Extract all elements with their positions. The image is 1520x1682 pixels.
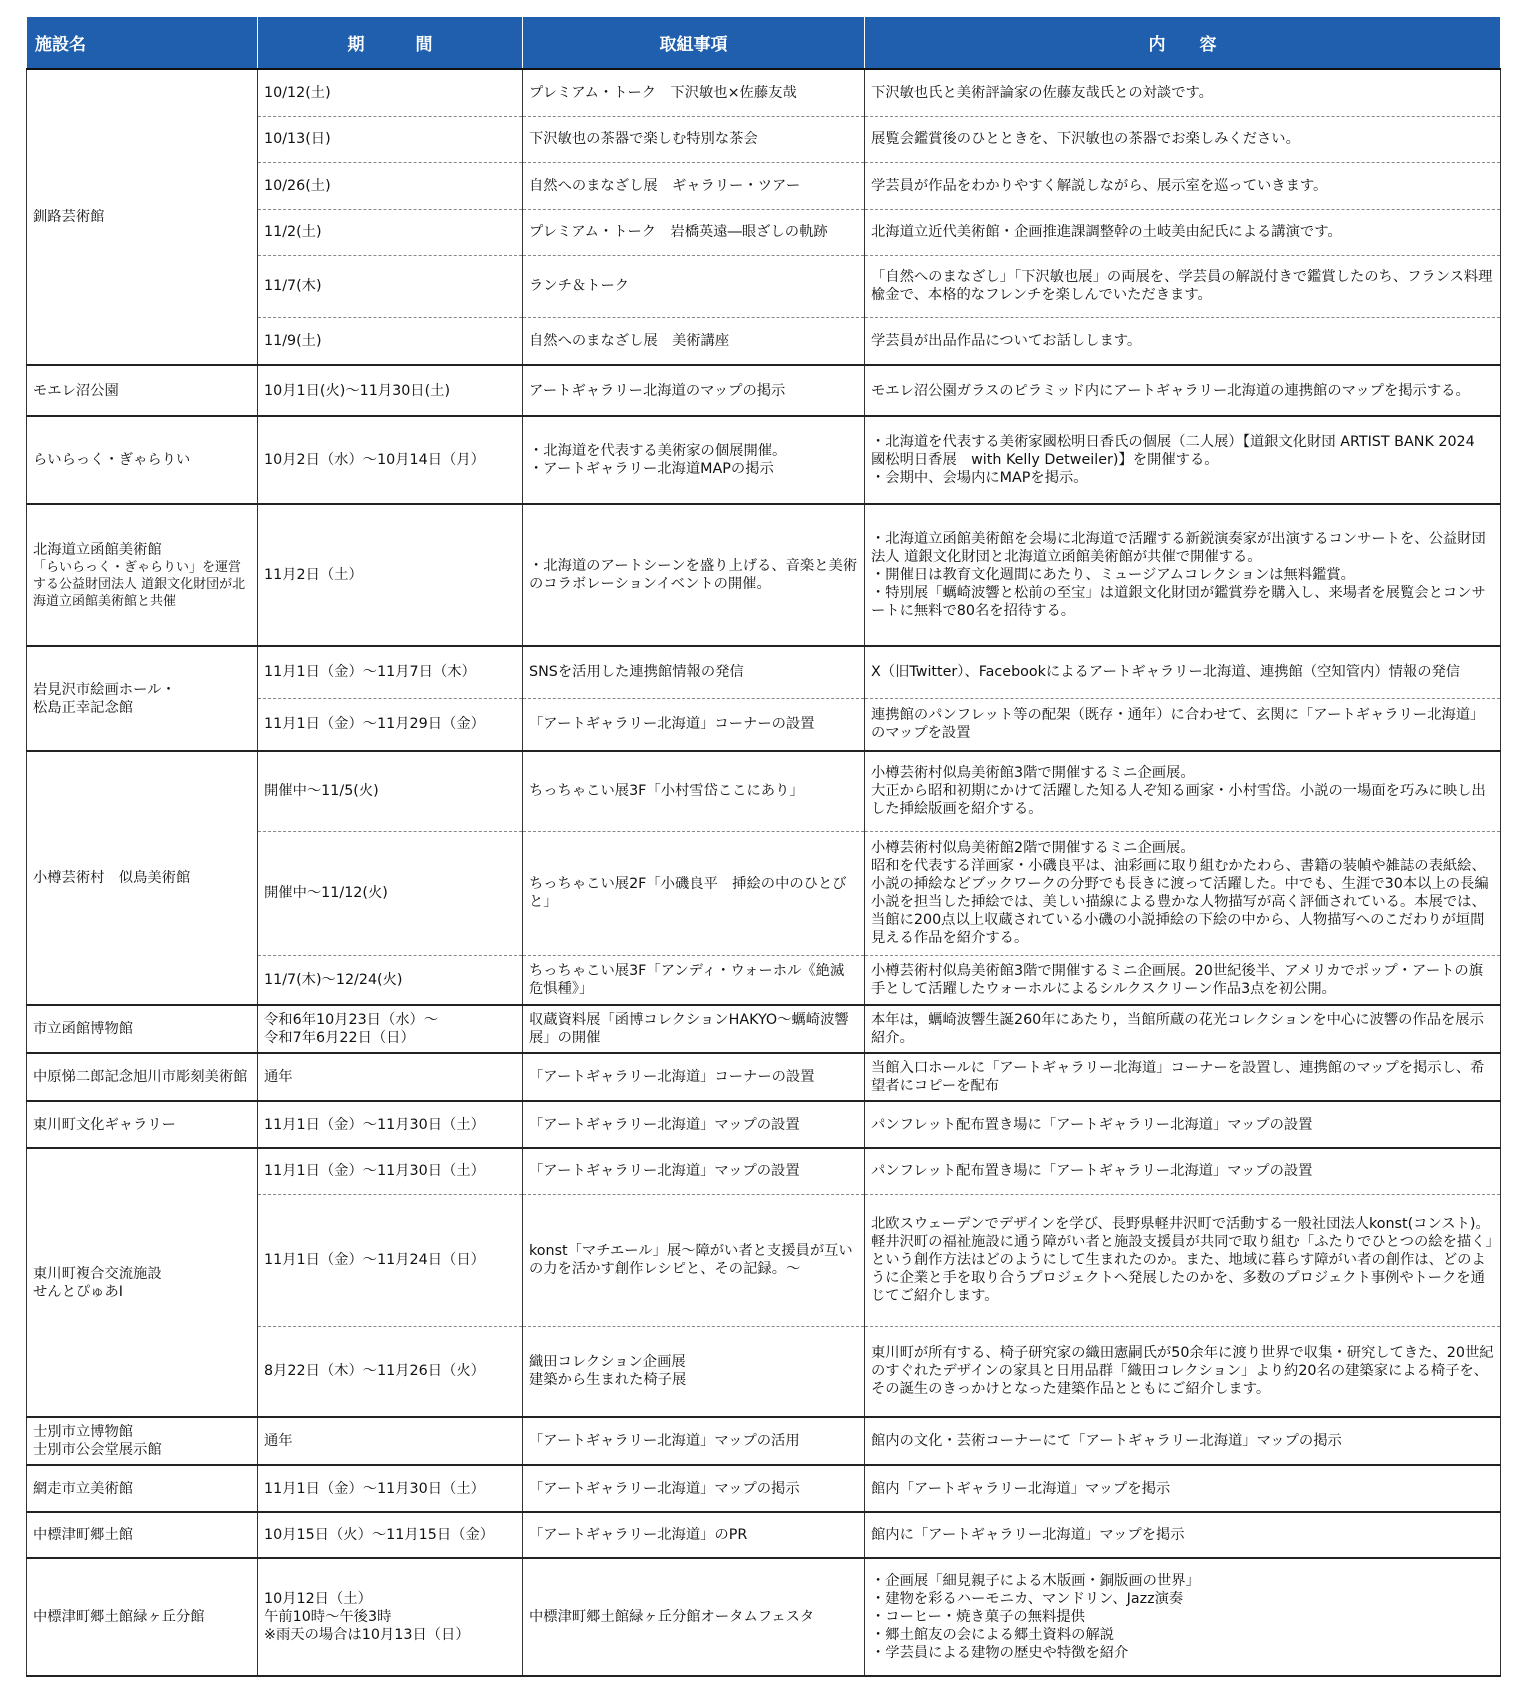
table-row (27, 365, 1501, 416)
period-cell: 10月15日（火）～11月15日（金） (258, 1512, 523, 1558)
content-cell: 学芸員が出品作品についてお話しします。 (865, 317, 1501, 365)
content-cell: 「自然へのまなざし」「下沢敏也展」の両展を、学芸員の解説付きで鑑賞したのち、フランス料理 楡金で、本格的なフレンチを楽しんでいただきます。 (865, 255, 1501, 317)
header-period: 期 間 (258, 17, 523, 70)
facility-name: 中標津町郷土館 (33, 1527, 134, 1543)
facility-name: 士別市立博物館 士別市公会堂展示館 (33, 1424, 162, 1458)
content-cell: 北海道立近代美術館・企画推進課調整幹の土岐美由紀氏による講演です。 (865, 209, 1501, 255)
facility-name: 小樽芸術村 似鳥美術館 (33, 870, 191, 886)
activity-cell: 「アートギャラリー北海道」のPR (523, 1512, 865, 1558)
events-table (26, 16, 1507, 1677)
facility-cell (27, 1558, 258, 1676)
facility-cell (27, 69, 258, 365)
table-row (27, 1101, 1501, 1148)
header-content: 内 容 (865, 17, 1501, 70)
content-cell: パンフレット配布置き場に「アートギャラリー北海道」マップの設置 (865, 1101, 1501, 1148)
activity-cell: 「アートギャラリー北海道」コーナーの設置 (523, 1053, 865, 1101)
period-cell: 11月2日（土） (258, 504, 523, 646)
table-row (27, 1005, 1501, 1053)
period-cell: 11月1日（金）～11月30日（土） (258, 1101, 523, 1148)
table-row (27, 69, 1501, 116)
period-cell: 11/7(木)～12/24(火) (258, 955, 523, 1005)
period-cell: 開催中～11/12(火) (258, 831, 523, 955)
facility-cell (27, 1101, 258, 1148)
activity-cell: 中標津町郷土館緑ヶ丘分館オータムフェスタ (523, 1558, 865, 1676)
facility-name: 東川町文化ギャラリー (33, 1116, 176, 1133)
content-cell: 展覧会鑑賞後のひとときを、下沢敏也の茶器でお楽しみください。 (865, 116, 1501, 162)
period-cell: 11月1日（金）～11月30日（土） (258, 1465, 523, 1512)
facility-name: 岩見沢市絵画ホール・ 松島正幸記念館 (33, 681, 176, 716)
content-cell: モエレ沼公園ガラスのピラミッド内にアートギャラリー北海道の連携館のマップを掲示する。 (865, 365, 1501, 416)
content-cell: 連携館のパンフレット等の配架（既存・通年）に合わせて、玄関に「アートギャラリー北海道」のマップを設置 (865, 698, 1501, 751)
activity-cell: プレミアム・トーク 下沢敏也×佐藤友哉 (523, 69, 865, 116)
header-facility: 施設名 (27, 17, 258, 70)
period-cell: 11月1日（金）～11月24日（日） (258, 1194, 523, 1326)
facility-cell (27, 646, 258, 751)
facility-name: 中標津町郷土館緑ヶ丘分館 (33, 1609, 205, 1625)
table-row (27, 1558, 1501, 1676)
period-cell: 10月12日（土） 午前10時～午後3時 ※雨天の場合は10月13日（日） (258, 1558, 523, 1676)
period-cell: 11/7(木) (258, 255, 523, 317)
content-cell: ・企画展「細見親子による木版画・銅版画の世界」 ・建物を彩るハーモニカ、マンドリン、Jazz演奏 ・コーヒー・焼き菓子の無料提供 ・郷土館友の会による郷土資料の解説 ・学芸員による建物の歴史や特徴を紹介 (865, 1558, 1501, 1676)
activity-cell: 「アートギャラリー北海道」コーナーの設置 (523, 698, 865, 751)
content-cell: X（旧Twitter）、Facebookによるアートギャラリー北海道、連携館（空知管内）情報の発信 (865, 646, 1501, 698)
period-cell: 11/2(土) (258, 209, 523, 255)
facility-name: 網走市立美術館 (33, 1480, 134, 1497)
document-page (26, 16, 1507, 1677)
content-cell: 小樽芸術村似鳥美術館3階で開催するミニ企画展。20世紀後半、アメリカでポップ・アートの旗手として活躍したウォーホルによるシルクスクリーン作品3点を初公開。 (865, 955, 1501, 1005)
table-row (27, 1465, 1501, 1512)
period-cell: 11月1日（金）～11月29日（金） (258, 698, 523, 751)
table-row (27, 646, 1501, 698)
content-cell: 館内「アートギャラリー北海道」マップを掲示 (865, 1465, 1501, 1512)
activity-cell: ちっちゃこい展3F「小村雪岱ここにあり」 (523, 751, 865, 831)
activity-cell: 自然へのまなざし展 ギャラリー・ツアー (523, 162, 865, 209)
period-cell: 10/26(土) (258, 162, 523, 209)
period-cell: 通年 (258, 1053, 523, 1101)
table-row (27, 1053, 1501, 1101)
facility-cell (27, 1005, 258, 1053)
activity-cell: 織田コレクション企画展 建築から生まれた椅子展 (523, 1326, 865, 1417)
activity-cell: 「アートギャラリー北海道」マップの掲示 (523, 1465, 865, 1512)
activity-cell: 下沢敏也の茶器で楽しむ特別な茶会 (523, 116, 865, 162)
period-cell: 10月2日（水）～10月14日（月） (258, 416, 523, 504)
content-cell: 館内の文化・芸術コーナーにて「アートギャラリー北海道」マップの掲示 (865, 1417, 1501, 1465)
content-cell: ・北海道立函館美術館を会場に北海道で活躍する新鋭演奏家が出演するコンサートを、公益財団法人 道銀文化財団と北海道立函館美術館が共催で開催する。 ・開催日は教育文化週間にあたり、ミュージアムコレクションは無料鑑賞。 ・特別展「蠣崎波響と松前の至宝」は道銀文化財団が鑑賞券を購入し、来場者を展覧会とコンサートに無料で80名を招待する。 (865, 504, 1501, 646)
facility-name: 北海道立函館美術館 (33, 541, 162, 558)
facility-note: 「らいらっく・ぎゃらりい」を運営する公益財団法人 道銀文化財団が北海道立函館美術館と共催 (33, 559, 246, 609)
header-activity: 取組事項 (523, 17, 865, 70)
facility-cell (27, 504, 258, 646)
facility-cell (27, 751, 258, 1005)
facility-name: 東川町複合交流施設 せんとぴゅあⅠ (33, 1265, 162, 1300)
content-cell: ・北海道を代表する美術家國松明日香氏の個展（二人展）【道銀文化財団 ARTIST BANK 2024 國松明日香展 with Kelly Detweiler)】を開催する。 ・会期中、会場内にMAPを掲示。 (865, 416, 1501, 504)
content-cell: 館内に「アートギャラリー北海道」マップを掲示 (865, 1512, 1501, 1558)
activity-cell: アートギャラリー北海道のマップの掲示 (523, 365, 865, 416)
period-cell: 令和6年10月23日（水）～ 令和7年6月22日（日） (258, 1005, 523, 1053)
activity-cell: 自然へのまなざし展 美術講座 (523, 317, 865, 365)
content-cell: 東川町が所有する、椅子研究家の織田憲嗣氏が50余年に渡り世界で収集・研究してきた、20世紀のすぐれたデザインの家具と日用品群「織田コレクション」より約20名の建築家による椅子を、その誕生のきっかけとなった建築作品とともにご紹介します。 (865, 1326, 1501, 1417)
activity-cell: ・北海道を代表する美術家の個展開催。 ・アートギャラリー北海道MAPの掲示 (523, 416, 865, 504)
header-row (27, 17, 1501, 70)
table-row (27, 1512, 1501, 1558)
content-cell: 当館入口ホールに「アートギャラリー北海道」コーナーを設置し、連携館のマップを掲示し、希望者にコピーを配布 (865, 1053, 1501, 1101)
facility-cell (27, 1512, 258, 1558)
facility-name: 中原悌二郎記念旭川市彫刻美術館 (33, 1069, 248, 1085)
period-cell: 11/9(土) (258, 317, 523, 365)
facility-cell (27, 1053, 258, 1101)
content-cell: パンフレット配布置き場に「アートギャラリー北海道」マップの設置 (865, 1148, 1501, 1194)
facility-name: 釧路芸術館 (33, 209, 105, 225)
content-cell: 本年は，蠣崎波響生誕260年にあたり，当館所蔵の花光コレクションを中心に波響の作品を展示紹介。 (865, 1005, 1501, 1053)
table-row (27, 416, 1501, 504)
period-cell: 8月22日（木）～11月26日（火） (258, 1326, 523, 1417)
activity-cell: SNSを活用した連携館情報の発信 (523, 646, 865, 698)
facility-cell (27, 1148, 258, 1417)
facility-name: モエレ沼公園 (33, 382, 119, 399)
table-row (27, 504, 1501, 646)
table-row (27, 1148, 1501, 1194)
facility-cell (27, 416, 258, 504)
facility-name: らいらっく・ぎゃらりい (33, 452, 191, 468)
activity-cell: 「アートギャラリー北海道」マップの設置 (523, 1101, 865, 1148)
activity-cell: ・北海道のアートシーンを盛り上げる、音楽と美術のコラボレーションイベントの開催。 (523, 504, 865, 646)
activity-cell: ちっちゃこい展3F「アンディ・ウォーホル《絶滅危惧種》」 (523, 955, 865, 1005)
table-body (27, 69, 1507, 1676)
content-cell: 北欧スウェーデンでデザインを学び、長野県軽井沢町で活動する一般社団法人konst(コンスト)。 軽井沢町の福祉施設に通う障がい者と施設支援員が共同で取り組む「ふたりでひとつの絵を描く」という創作方法はどのようにして生まれたのか。また、地域に暮らす障がい者の創作は、どのように企業と手を取り合うプロジェクトへ発展したのかを、多数のプロジェクト事例やトークを通じてご紹介します。 (865, 1194, 1501, 1326)
activity-cell: プレミアム・トーク 岩橋英遠―眼ざしの軌跡 (523, 209, 865, 255)
period-cell: 11月1日（金）～11月30日（土） (258, 1148, 523, 1194)
period-cell: 通年 (258, 1417, 523, 1465)
facility-cell (27, 1465, 258, 1512)
activity-cell: 「アートギャラリー北海道」マップの活用 (523, 1417, 865, 1465)
activity-cell: 収蔵資料展「函博コレクションHAKYO～蠣崎波響展」の開催 (523, 1005, 865, 1053)
content-cell: 小樽芸術村似鳥美術館3階で開催するミニ企画展。 大正から昭和初期にかけて活躍した知る人ぞ知る画家・小村雪岱。小説の一場面を巧みに映し出した挿絵版画を紹介する。 (865, 751, 1501, 831)
table-row (27, 1417, 1501, 1465)
period-cell: 開催中～11/5(火) (258, 751, 523, 831)
content-cell: 下沢敏也氏と美術評論家の佐藤友哉氏との対談です。 (865, 69, 1501, 116)
period-cell: 10月1日(火)～11月30日(土) (258, 365, 523, 416)
facility-name: 市立函館博物館 (33, 1021, 134, 1037)
period-cell: 10/13(日) (258, 116, 523, 162)
content-cell: 学芸員が作品をわかりやすく解説しながら、展示室を巡っていきます。 (865, 162, 1501, 209)
table-row (27, 751, 1501, 831)
activity-cell: ランチ＆トーク (523, 255, 865, 317)
facility-cell (27, 1417, 258, 1465)
activity-cell: ちっちゃこい展2F「小磯良平 挿絵の中のひとびと」 (523, 831, 865, 955)
activity-cell: 「アートギャラリー北海道」マップの設置 (523, 1148, 865, 1194)
activity-cell: konst「マチエール」展～障がい者と支援員が互いの力を活かす創作レシピと、その記録。～ (523, 1194, 865, 1326)
content-cell: 小樽芸術村似鳥美術館2階で開催するミニ企画展。 昭和を代表する洋画家・小磯良平は、油彩画に取り組むかたわら、書籍の装幀や雑誌の表紙絵、小説の挿絵などブックワークの分野でも長きに渡って活躍した。中でも、生涯で30本以上の長編小説を担当した挿絵では、美しい描線による豊かな人物描写が高く評価されている。本展では、当館に200点以上収蔵されている小磯の小説挿絵の下絵の中から、人物描写へのこだわりが垣間見える作品を紹介する。 (865, 831, 1501, 955)
period-cell: 11月1日（金）～11月7日（木） (258, 646, 523, 698)
facility-cell (27, 365, 258, 416)
period-cell: 10/12(土) (258, 69, 523, 116)
